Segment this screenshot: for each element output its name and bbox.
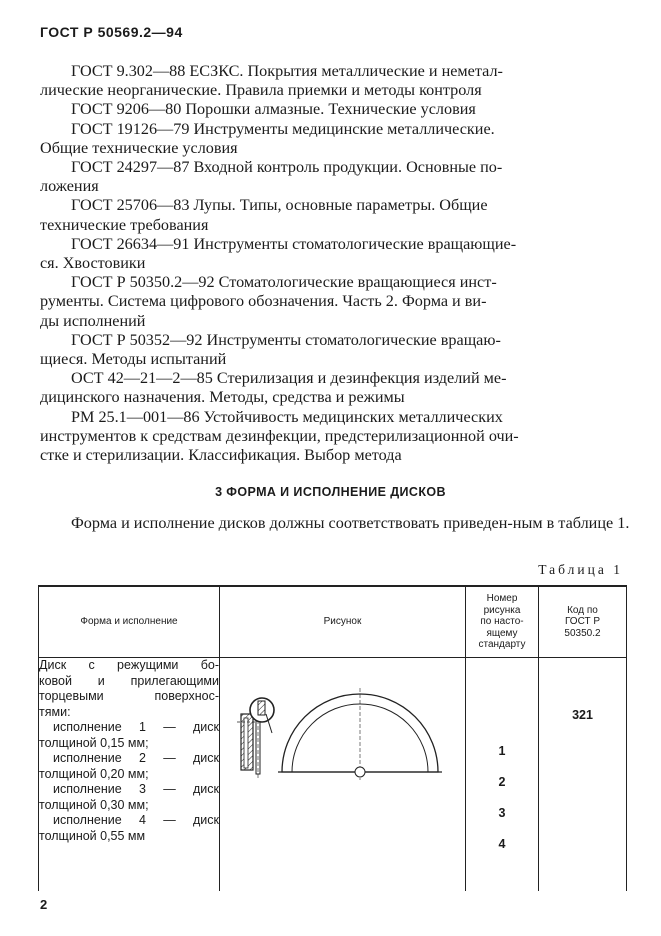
table-caption: Таблица 1 [538,562,623,577]
figure-number: 2 [498,775,506,789]
code-cell [539,658,627,892]
header-figure: Рисунок [220,586,466,658]
section-title: 3 ФОРМА И ИСПОЛНЕНИЕ ДИСКОВ [215,485,446,499]
disk-front-view [278,688,442,780]
header-figure-no: Номер рисунка по насто- ящему стандарту [466,586,539,658]
figure-numbers-cell [466,658,539,892]
reference-item: ГОСТ 9.302—88 ЕСЗКС. Покрытия металлические и неметал- лические неорганические. Правила приемки и методы контроля [40,62,503,100]
reference-item: ГОСТ 25706—83 Лупы. Типы, основные параметры. Общие технические требования [40,196,488,234]
document-header: ГОСТ Р 50569.2—94 [40,24,183,40]
normative-references [40,62,630,465]
intro-paragraph: Форма и исполнение дисков должны соответствовать приведен-ным в таблице 1. [71,514,630,532]
table-row [39,658,627,892]
header-form: Форма и исполнение [39,586,220,658]
reference-item: ГОСТ 26634—91 Инструменты стоматологические вращающие- ся. Хвостовики [40,234,517,273]
figure-number: 1 [498,744,506,758]
reference-item: РМ 25.1—001—86 Устойчивость медицинских металлических инструментов к средствам дезинфекции, предстерилизационной очи- стке и стерилизации. Классификация. Выбор метода [40,407,519,465]
reference-item: ОСТ 42—21—2—85 Стерилизация и дезинфекция изделий ме- дицинского назначения. Методы, средства и режимы [40,369,507,407]
reference-item: ГОСТ 9206—80 Порошки алмазные. Технические условия [71,100,476,119]
reference-item: ГОСТ Р 50350.2—92 Стоматологические вращающиеся инст- рументы. Система цифрового обозначения. Часть 2. Форма и ви- ды исполнений [40,273,497,330]
reference-item: ГОСТ Р 50352—92 Инструменты стоматологические вращаю- щиеся. Методы испытаний [40,330,501,369]
form-description-cell: Диск с режущими бо- ковой и прилегающими торцевыми поверхнос- тями: исполнение 1 — диск толщиной 0,15 мм; исполнение 2 — диск толщиной 0,20 мм; исполнение 3 — диск толщиной 0,30 мм; исполнение 4 — диск толщиной 0,55 мм [39,658,220,892]
table-header-row [39,586,627,658]
code-value: 321 [572,708,593,722]
figure-cell [220,658,466,892]
reference-item: ГОСТ 19126—79 Инструменты медицинские металлические. Общие технические условия [40,119,495,157]
page-number: 2 [40,897,48,912]
reference-item: ГОСТ 24297—87 Входной контроль продукции. Основные по- ложения [40,158,503,196]
forms-table [38,585,627,891]
detail-callout [250,698,274,733]
header-code: Код по ГОСТ Р 50350.2 [539,586,627,658]
disk-drawing [220,658,465,808]
figure-number: 3 [498,806,506,820]
figure-number: 4 [498,837,506,851]
